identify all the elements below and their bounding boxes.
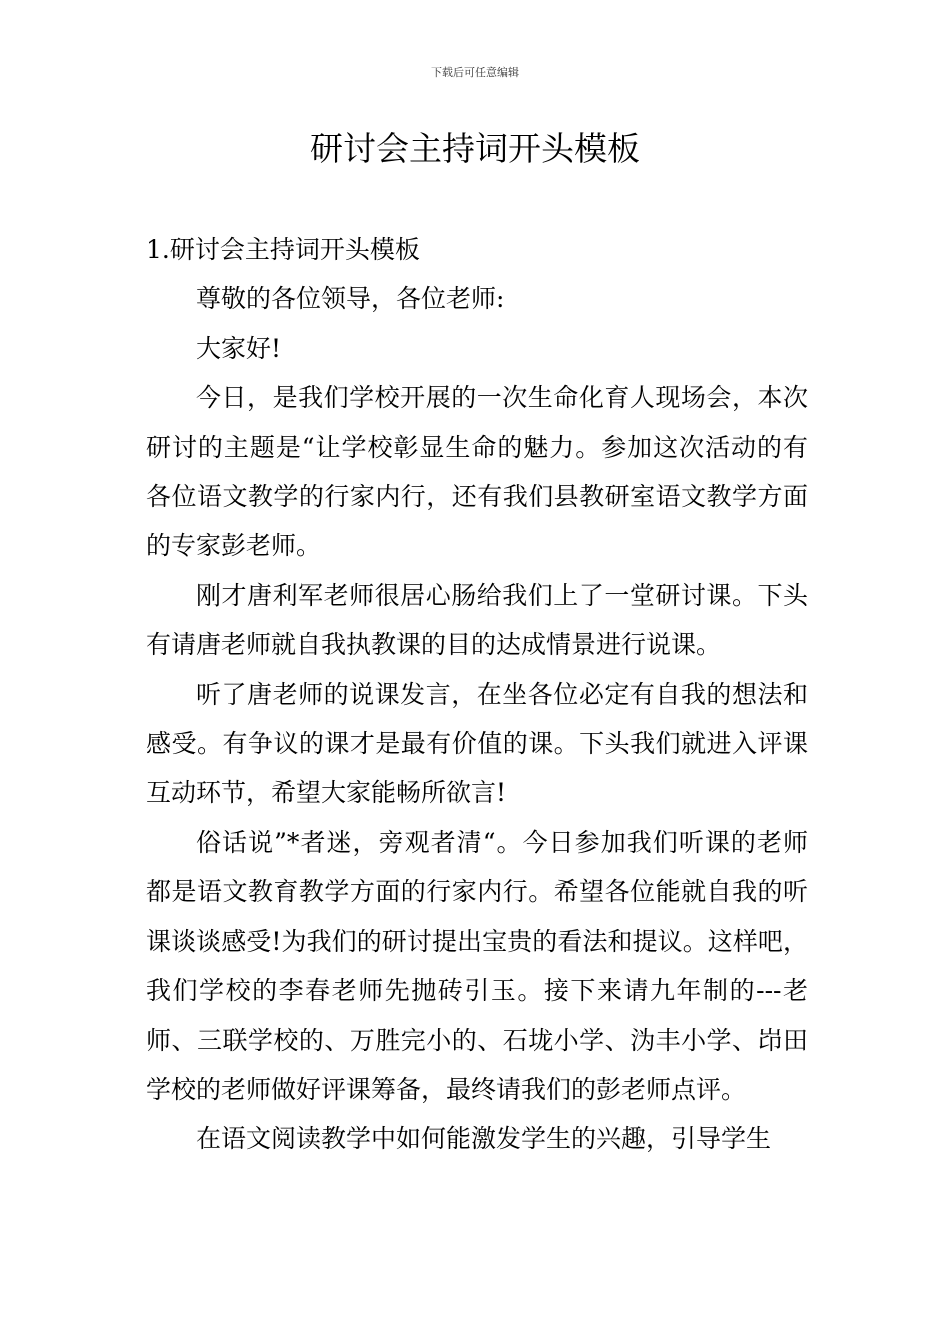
paragraph-discussion: 听了唐老师的说课发言，在坐各位必定有自我的想法和感受。有争议的课才是最有价值的课。下头我们就进入评课互动环节，希望大家能畅所欲言! [146, 679, 808, 808]
paragraph-evaluation: 俗话说”*者迷，旁观者清“。今日参加我们听课的老师都是语文教育教学方面的行家内行。希望各位能就自我的听课谈谈感受!为我们的研讨提出宝贵的看法和提议。这样吧，我们学校的李春老师先抛砖引玉。接下来请九年制的---老师、三联学校的、万胜完小的、石垅小学、沩丰小学、岇田学校的老师做好评课筹备，最终请我们的彭老师点评。 [146, 827, 808, 1104]
document-body [146, 225, 808, 1164]
paragraph-intro: 今日，是我们学校开展的一次生命化育人现场会，本次研讨的主题是“让学校彰显生命的魅力。参加这次活动的有各位语文教学的行家内行，还有我们县教研室语文教学方面的专家彭老师。 [146, 383, 808, 561]
paragraph-greeting-salutation: 尊敬的各位领导，各位老师: [196, 284, 505, 314]
document-title: 研讨会主持词开头模板 [310, 129, 640, 168]
paragraph-reading-teaching: 在语文阅读教学中如何能激发学生的兴趣，引导学生 [196, 1124, 772, 1154]
paragraph-lesson: 刚才唐利军老师很居心肠给我们上了一堂研讨课。下头有请唐老师就自我执教课的目的达成情景进行说课。 [146, 580, 808, 660]
paragraph-greeting: 大家好! [196, 333, 282, 363]
section-heading: 1.研讨会主持词开头模板 [146, 235, 420, 264]
header-note: 下载后可任意编辑 [431, 66, 519, 79]
